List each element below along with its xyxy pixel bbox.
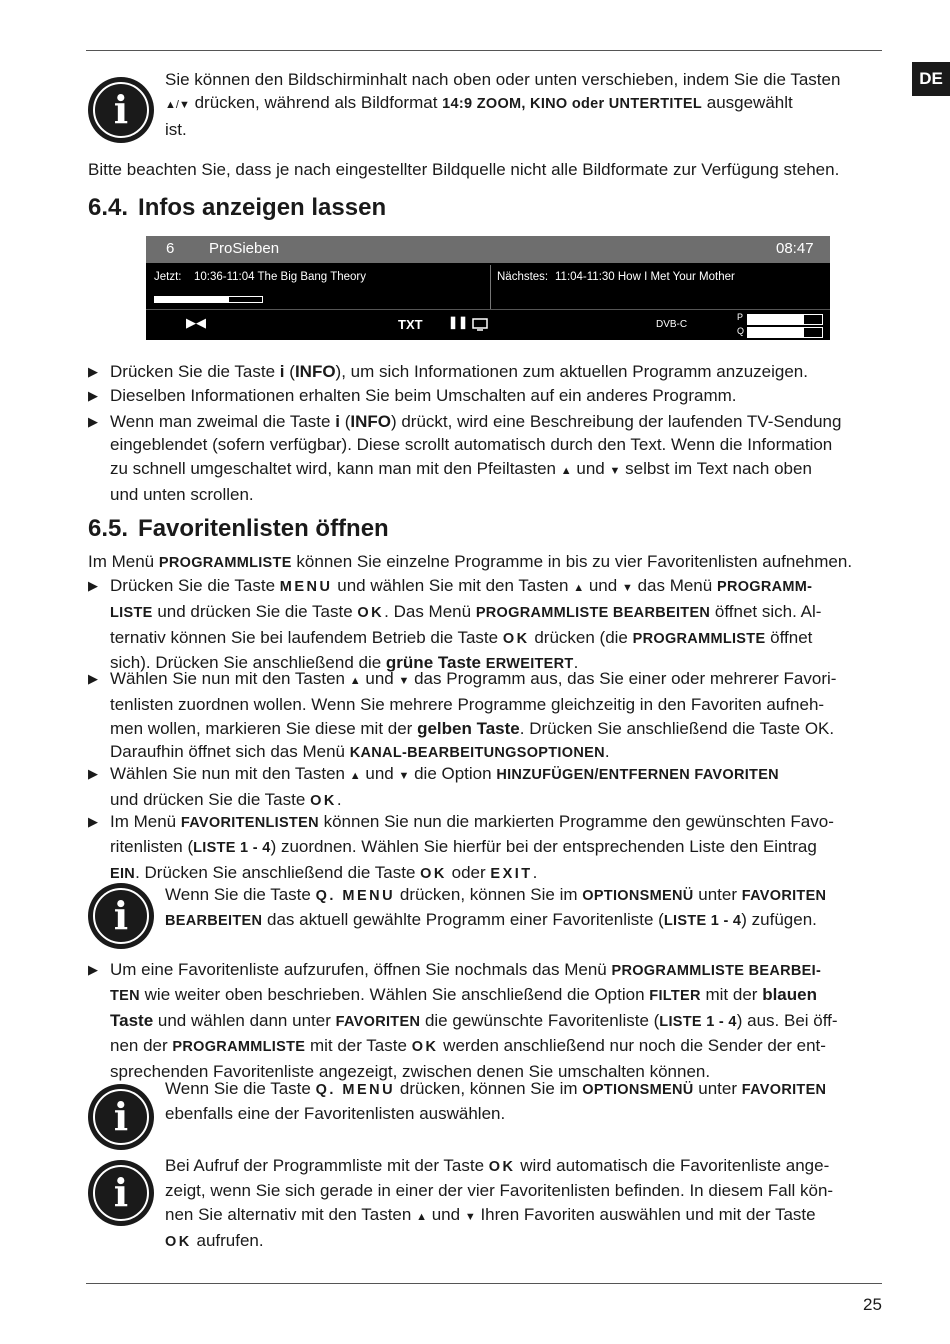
key-label: FAVORITEN	[741, 888, 827, 904]
key-label: FAVORITEN	[335, 1013, 421, 1030]
text: (	[289, 362, 295, 381]
bullet-icon: ▶	[88, 766, 98, 781]
text: grüne Taste	[385, 653, 482, 673]
text: und	[431, 1204, 461, 1224]
key-label: OK	[357, 605, 385, 622]
arrow-up-icon: ▲	[560, 464, 572, 477]
note-text-part: ist.	[165, 119, 187, 139]
text: ), um sich Informationen zum aktuellen Programm anzuzeigen.	[335, 362, 808, 381]
note-text-part: ausgewählt	[706, 93, 793, 113]
text: oder	[451, 862, 486, 882]
text: Im Menü	[88, 552, 155, 571]
key-label: KANAL-BEARBEITUNGSOPTIONEN	[349, 745, 605, 762]
screen-icon	[472, 318, 488, 331]
text: .	[532, 862, 538, 882]
text: Wenn Sie die Taste	[165, 1079, 311, 1098]
note-text-part: Sie können den Bildschirminhalt nach oben oder unten verschieben, indem Sie die Tasten	[165, 70, 841, 89]
section-number: 6.5.	[88, 515, 129, 542]
arrow-down-icon: ▼	[621, 582, 633, 594]
key-label: MENU	[279, 579, 333, 595]
arrow-down-icon: ▼	[464, 1210, 476, 1223]
note-text	[165, 1077, 885, 1126]
text: und	[365, 669, 394, 688]
key-label: OK	[502, 630, 530, 647]
text: und drücken Sie die Taste	[110, 790, 306, 810]
key-label: INFO	[350, 412, 391, 431]
text: können Sie einzelne Programme in bis zu vier Favoritenlisten aufnehmen.	[296, 552, 853, 571]
text: Bei Aufruf der Programmliste mit der Taste	[165, 1156, 485, 1175]
key-label: ERWEITERT	[485, 656, 574, 673]
text: und unten scrollen.	[110, 485, 254, 505]
text: und	[576, 458, 605, 478]
aspect-ratio-icon: ▶◀	[186, 315, 206, 330]
note-text	[165, 68, 885, 141]
text: .	[573, 653, 579, 673]
section-title: Favoritenlisten öffnen	[138, 515, 389, 542]
signal-p-bar	[747, 314, 823, 325]
text: mit der	[705, 985, 758, 1005]
key-label: i	[279, 362, 285, 381]
text: Daraufhin öffnet sich das Menü	[110, 742, 345, 762]
tv-divider	[146, 309, 830, 310]
bullet-icon: ▶	[88, 578, 98, 593]
text: wird automatisch die Favoritenliste ange-	[520, 1156, 830, 1175]
text: tenlisten zuordnen wollen. Wenn Sie mehrere Programme gleichzeitig in den Favoriten aufneh-	[110, 695, 825, 715]
text: können Sie nun die markierten Programme den gewünschten Favo-	[323, 812, 834, 831]
pause-icon: ❚❚	[448, 315, 469, 329]
list-item: Dieselben Informationen erhalten Sie beim Umschalten auf ein anderes Programm.	[110, 386, 737, 405]
text: wie weiter oben beschrieben. Wählen Sie anschließend die Option	[144, 985, 645, 1005]
text: . Das Menü	[384, 602, 472, 622]
bullet-icon: ▶	[88, 414, 98, 429]
text: Taste	[110, 1010, 154, 1030]
signal-q-label: Q	[737, 326, 745, 336]
text: ) zuordnen. Wählen Sie hierfür bei der entsprechenden Liste den Eintrag	[270, 837, 817, 857]
note-text	[165, 1154, 885, 1255]
key-label: LISTE 1 - 4	[659, 1013, 737, 1030]
text: sprechenden Favoritenliste angezeigt, zwischen denen Sie umschalten können.	[110, 1061, 711, 1081]
key-label: OPTIONSMENÜ	[582, 1082, 694, 1098]
text: ritenlisten (	[110, 837, 194, 857]
text: (	[344, 412, 351, 431]
text: die Option	[414, 764, 492, 783]
text: Im Menü	[110, 812, 177, 831]
bullet-icon: ▶	[88, 671, 98, 686]
text: das Programm aus, das Sie einer oder mehrerer Favori-	[414, 669, 837, 688]
key-label: OK	[411, 1039, 439, 1056]
tv-next-show: 11:04-11:30 How I Met Your Mother	[555, 271, 735, 283]
key-label: OK	[488, 1159, 516, 1175]
list-item	[110, 667, 890, 766]
signal-q-bar	[747, 327, 823, 338]
top-rule	[86, 50, 882, 51]
section-number: 6.4.	[88, 194, 129, 221]
text: . Drücken Sie anschließend die Taste	[135, 862, 416, 882]
text: ) aus. Bei öff-	[736, 1010, 838, 1030]
bullet-icon: ▶	[88, 814, 98, 829]
tv-channel-name: ProSieben	[209, 240, 280, 257]
text: nen Sie alternativ mit den Tasten	[165, 1204, 412, 1224]
arrow-up-icon: ▲	[573, 582, 585, 594]
arrow-down-icon: ▼	[398, 675, 410, 687]
tv-source: DVB-C	[656, 319, 688, 330]
key-label: FAVORITENLISTEN	[180, 815, 319, 831]
arrow-up-down-icons: ▲/▼	[165, 99, 190, 112]
text: nen der	[110, 1036, 168, 1056]
text: und	[365, 764, 394, 783]
key-label: PROGRAMMLISTE BEARBEI-	[611, 963, 822, 979]
info-icon: i	[88, 1084, 154, 1150]
text: zu schnell umgeschaltet wird, kann man mit den Pfeiltasten	[110, 458, 557, 478]
arrow-up-icon: ▲	[349, 770, 361, 782]
section-heading	[88, 515, 389, 543]
text: Wenn man zweimal die Taste	[110, 412, 331, 431]
tv-info-bar	[146, 236, 830, 340]
list-item	[110, 360, 885, 383]
text: und wählen Sie mit den Tasten	[337, 576, 569, 595]
text: zeigt, wenn Sie sich gerade in einer der vier Favoritenlisten befinden. In diesem Fall kön-	[165, 1181, 834, 1201]
note-text	[165, 883, 885, 934]
list-item	[110, 410, 885, 507]
text: drücken, können Sie im	[399, 885, 578, 904]
text: Wählen Sie nun mit den Tasten	[110, 669, 345, 688]
text: men wollen, markieren Sie diese mit der	[110, 718, 413, 738]
key-label: i	[335, 412, 340, 431]
page-number: 25	[863, 1295, 882, 1314]
key-label: BEARBEITEN	[165, 913, 263, 930]
section-heading	[88, 194, 386, 222]
key-label: OPTIONSMENÜ	[582, 888, 694, 904]
bullet-icon: ▶	[88, 388, 98, 403]
text: blauen	[762, 985, 817, 1005]
arrow-up-icon: ▲	[349, 675, 361, 687]
tv-now-label: Jetzt:	[154, 271, 182, 283]
text: .	[604, 742, 610, 762]
key-label: OK	[165, 1234, 192, 1251]
text: . Drücken Sie anschließend die Taste OK.	[519, 718, 835, 738]
tv-next-label: Nächstes:	[497, 271, 549, 283]
text: Drücken Sie die Taste	[110, 362, 276, 381]
paragraph	[88, 550, 888, 575]
key-label: FILTER	[649, 988, 701, 1005]
text: drücken (die	[534, 627, 628, 647]
text: eingeblendet (sofern verfügbar). Diese scrollt automatisch durch den Text. Wenn die Information	[110, 435, 833, 455]
info-icon: i	[88, 77, 154, 143]
text: Wenn Sie die Taste	[165, 885, 311, 904]
tv-channel-number: 6	[166, 240, 175, 257]
info-icon: i	[88, 1160, 154, 1226]
key-label: OK	[420, 865, 447, 882]
text: sich). Drücken Sie anschließend die	[110, 653, 382, 673]
paragraph: Bitte beachten Sie, dass je nach eingestellter Bildquelle nicht alle Bildformate zur Verfügung stehen.	[88, 160, 840, 179]
key-label: Q. MENU	[315, 888, 396, 904]
key-label: PROGRAMM-	[716, 579, 813, 595]
list-item	[110, 762, 890, 814]
key-label: PROGRAMMLISTE	[172, 1039, 306, 1056]
teletext-label: TXT	[398, 317, 423, 332]
key-label: PROGRAMMLISTE	[632, 630, 766, 647]
text: selbst im Text nach oben	[625, 458, 812, 478]
bottom-rule	[86, 1283, 882, 1284]
key-label: PROGRAMMLISTE	[158, 555, 292, 571]
text: und wählen dann unter	[157, 1010, 331, 1030]
text: ) drückt, wird eine Beschreibung der laufenden TV-Sendung	[390, 412, 842, 431]
text: drücken, können Sie im	[399, 1079, 578, 1098]
key-label: INFO	[294, 362, 336, 381]
text: .	[336, 790, 342, 810]
key-label: FAVORITEN	[741, 1082, 827, 1098]
key-label: LISTE 1 - 4	[663, 913, 742, 930]
signal-p-label: P	[737, 312, 744, 322]
list-item	[110, 574, 890, 677]
key-label: TEN	[110, 988, 140, 1005]
list-item	[110, 958, 890, 1083]
text: die gewünschte Favoritenliste (	[424, 1010, 660, 1030]
tv-now-show: 10:36-11:04 The Big Bang Theory	[194, 271, 366, 283]
text: und	[588, 576, 618, 595]
note-text-part: drücken, während als Bildformat	[194, 93, 438, 113]
arrow-down-icon: ▼	[398, 770, 410, 782]
list-item	[110, 810, 890, 886]
bullet-icon: ▶	[88, 962, 98, 977]
tv-clock: 08:47	[776, 240, 814, 257]
text: ) zufügen.	[741, 910, 817, 930]
text: ebenfalls eine der Favoritenlisten auswählen.	[165, 1104, 506, 1124]
text: gelben Taste	[417, 718, 520, 738]
text: öffnet sich. Al-	[714, 602, 822, 622]
text: und drücken Sie die Taste	[157, 602, 353, 622]
text: mit der Taste	[309, 1036, 407, 1056]
arrow-up-icon: ▲	[416, 1210, 427, 1223]
text: Wählen Sie nun mit den Tasten	[110, 764, 345, 783]
key-label: LISTE 1 - 4	[193, 840, 271, 857]
text: aufrufen.	[196, 1231, 264, 1251]
key-label: PROGRAMMLISTE BEARBEITEN	[475, 605, 711, 622]
text: Ihren Favoriten auswählen und mit der Taste	[480, 1204, 816, 1224]
key-label: 14:9 ZOOM, KINO oder UNTERTITEL	[442, 96, 702, 113]
section-title: Infos anzeigen lassen	[138, 194, 387, 221]
info-icon: i	[88, 883, 154, 949]
tv-divider	[490, 265, 491, 309]
tv-now-progress-fill	[154, 297, 229, 302]
text: das aktuell gewählte Programm einer Favoritenliste (	[267, 910, 664, 930]
key-label: HINZUFÜGEN/ENTFERNEN FAVORITEN	[496, 767, 779, 783]
text: Drücken Sie die Taste	[110, 576, 276, 595]
key-label: EXIT	[490, 865, 533, 882]
text: Um eine Favoritenliste aufzurufen, öffnen Sie nochmals das Menü	[110, 960, 607, 979]
text: das Menü	[637, 576, 713, 595]
language-tab: DE	[912, 62, 950, 96]
key-label: LISTE	[110, 605, 153, 622]
text: öffnet	[770, 627, 813, 647]
text: unter	[698, 885, 737, 904]
key-label: OK	[310, 793, 337, 810]
bullet-icon: ▶	[88, 364, 98, 379]
text: ternativ können Sie bei laufendem Betrieb die Taste	[110, 627, 499, 647]
text: werden anschließend nur noch die Sender der ent-	[443, 1036, 826, 1056]
key-label: EIN	[110, 865, 136, 882]
text: unter	[698, 1079, 737, 1098]
arrow-down-icon: ▼	[609, 464, 621, 477]
key-label: Q. MENU	[315, 1082, 396, 1098]
